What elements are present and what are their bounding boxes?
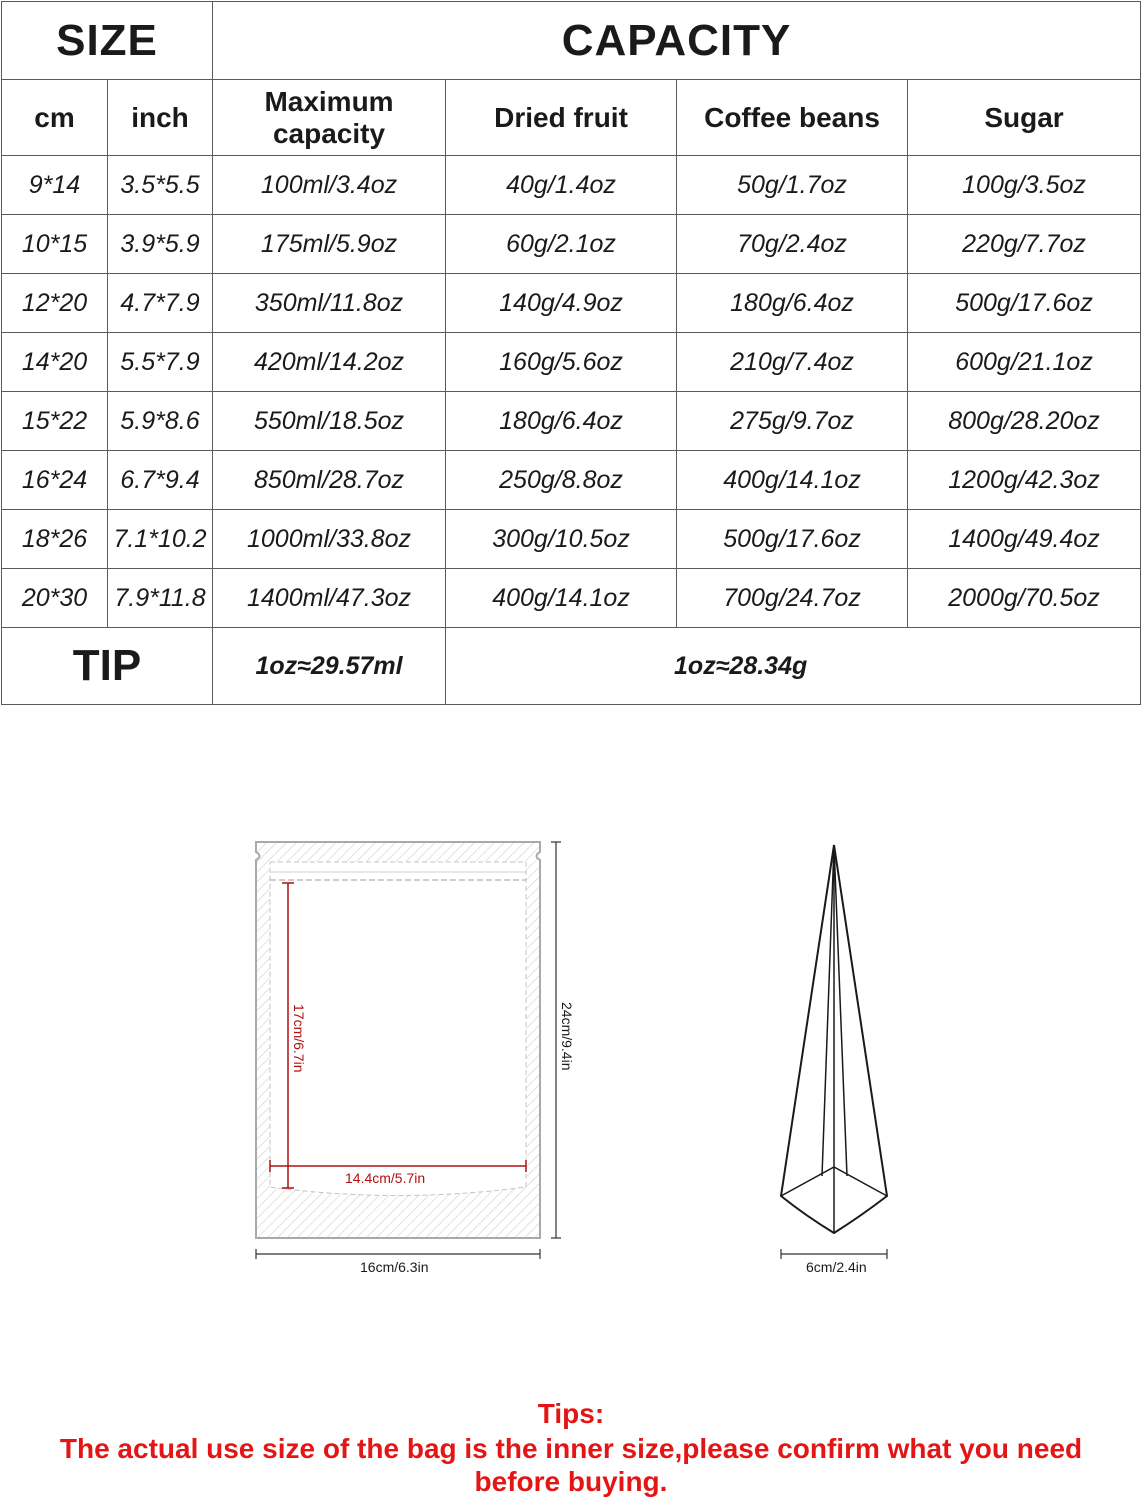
cell-coffee-beans: 180g/6.4oz: [677, 274, 908, 333]
cell-dried-fruit: 140g/4.9oz: [446, 274, 677, 333]
cell-max-capacity: 550ml/18.5oz: [213, 392, 446, 451]
cell-sugar: 2000g/70.5oz: [908, 569, 1141, 628]
cell-dried-fruit: 180g/6.4oz: [446, 392, 677, 451]
cell-sugar: 600g/21.1oz: [908, 333, 1141, 392]
column-header-sugar: Sugar: [908, 80, 1141, 156]
cell-inch: 5.5*7.9: [108, 333, 213, 392]
tip-g-conversion: 1oz≈28.34g: [446, 628, 1141, 705]
cell-max-capacity: 100ml/3.4oz: [213, 156, 446, 215]
cell-coffee-beans: 50g/1.7oz: [677, 156, 908, 215]
cell-dried-fruit: 60g/2.1oz: [446, 215, 677, 274]
cell-coffee-beans: 210g/7.4oz: [677, 333, 908, 392]
column-header-max-capacity: Maximum capacity: [213, 80, 446, 156]
cell-dried-fruit: 400g/14.1oz: [446, 569, 677, 628]
cell-coffee-beans: 700g/24.7oz: [677, 569, 908, 628]
cell-inch: 5.9*8.6: [108, 392, 213, 451]
cell-dried-fruit: 40g/1.4oz: [446, 156, 677, 215]
tip-label: TIP: [2, 628, 213, 705]
cell-cm: 9*14: [2, 156, 108, 215]
cell-cm: 12*20: [2, 274, 108, 333]
cell-inch: 6.7*9.4: [108, 451, 213, 510]
cell-inch: 4.7*7.9: [108, 274, 213, 333]
cell-inch: 3.5*5.5: [108, 156, 213, 215]
bag-front-view: [256, 842, 575, 1275]
bag-inner-panel: [270, 862, 526, 1196]
cell-inch: 3.9*5.9: [108, 215, 213, 274]
bag-height-label: 24cm/9.4in: [559, 1002, 575, 1071]
cell-cm: 15*22: [2, 392, 108, 451]
inner-width-label: 14.4cm/5.7in: [345, 1170, 426, 1186]
cell-sugar: 1200g/42.3oz: [908, 451, 1141, 510]
cell-cm: 18*26: [2, 510, 108, 569]
cell-max-capacity: 1000ml/33.8oz: [213, 510, 446, 569]
cell-dried-fruit: 160g/5.6oz: [446, 333, 677, 392]
cell-max-capacity: 350ml/11.8oz: [213, 274, 446, 333]
cell-coffee-beans: 70g/2.4oz: [677, 215, 908, 274]
cell-max-capacity: 850ml/28.7oz: [213, 451, 446, 510]
notice-line-2: before buying.: [474, 1466, 668, 1497]
cell-sugar: 800g/28.20oz: [908, 392, 1141, 451]
side-fold-line: [822, 845, 834, 1176]
column-header-cm: cm: [2, 80, 108, 156]
inner-height-label: 17cm/6.7in: [291, 1004, 307, 1073]
size-header: SIZE: [2, 2, 213, 80]
column-header-dried-fruit: Dried fruit: [446, 80, 677, 156]
cell-cm: 20*30: [2, 569, 108, 628]
column-header-coffee-beans: Coffee beans: [677, 80, 908, 156]
cell-max-capacity: 175ml/5.9oz: [213, 215, 446, 274]
cell-cm: 16*24: [2, 451, 108, 510]
cell-sugar: 100g/3.5oz: [908, 156, 1141, 215]
cell-sugar: 220g/7.7oz: [908, 215, 1141, 274]
cell-inch: 7.1*10.2: [108, 510, 213, 569]
cell-cm: 14*20: [2, 333, 108, 392]
gusset-width-label: 6cm/2.4in: [806, 1259, 867, 1275]
cell-cm: 10*15: [2, 215, 108, 274]
cell-sugar: 1400g/49.4oz: [908, 510, 1141, 569]
cell-max-capacity: 420ml/14.2oz: [213, 333, 446, 392]
cell-coffee-beans: 400g/14.1oz: [677, 451, 908, 510]
cell-dried-fruit: 250g/8.8oz: [446, 451, 677, 510]
cell-dried-fruit: 300g/10.5oz: [446, 510, 677, 569]
capacity-header: CAPACITY: [213, 2, 1141, 80]
cell-coffee-beans: 275g/9.7oz: [677, 392, 908, 451]
cell-coffee-beans: 500g/17.6oz: [677, 510, 908, 569]
tip-ml-conversion: 1oz≈29.57ml: [213, 628, 446, 705]
notice-title: Tips:: [537, 1398, 605, 1429]
bag-side-view: [781, 845, 887, 1275]
cell-inch: 7.9*11.8: [108, 569, 213, 628]
column-header-inch: inch: [108, 80, 213, 156]
bag-width-label: 16cm/6.3in: [360, 1259, 429, 1275]
cell-max-capacity: 1400ml/47.3oz: [213, 569, 446, 628]
cell-sugar: 500g/17.6oz: [908, 274, 1141, 333]
notice-line-1: The actual use size of the bag is the inner size,please confirm what you need: [59, 1433, 1083, 1464]
